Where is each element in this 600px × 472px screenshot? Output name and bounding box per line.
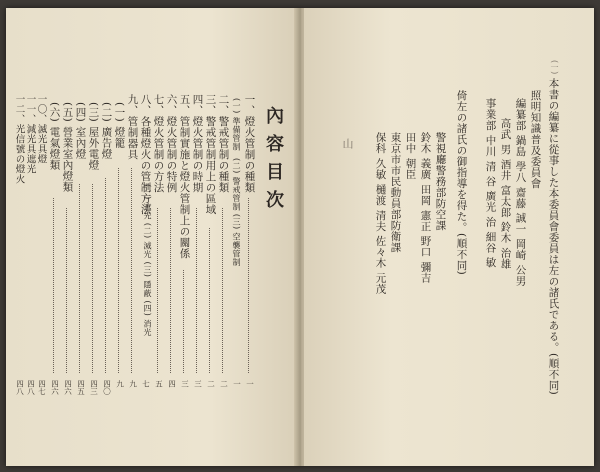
toc-page-number: 四 xyxy=(167,380,177,388)
toc-entry: 一二、光信號の燈火 xyxy=(13,94,25,184)
leader-dots xyxy=(157,208,158,373)
toc-page-number: 九 xyxy=(115,380,125,388)
cooperation-label: 警視廳警務部防空課 xyxy=(434,132,447,231)
leader-dots xyxy=(196,208,197,373)
toc-entry: (二) 廣告燈 xyxy=(100,102,113,160)
committee-label: 照明知識普及委員會 xyxy=(529,90,542,189)
toc-entry: (三) 屋外電燈 xyxy=(87,102,100,171)
leader-dots xyxy=(118,168,119,373)
open-book xyxy=(6,8,594,466)
toc-entry: (五) 營業室內燈類 xyxy=(61,102,74,193)
leader-dots xyxy=(92,184,93,373)
thanks-box xyxy=(452,88,470,250)
toc-page-number: 四五 xyxy=(76,380,86,395)
page-mark: (一) xyxy=(550,60,559,75)
toc-page-number: 四三 xyxy=(89,380,99,395)
right-page-credits xyxy=(304,8,594,466)
toc-entry: 二、警戒管制の種類 xyxy=(217,94,230,193)
leader-dots xyxy=(248,198,249,373)
toc-page-number: 四六 xyxy=(50,380,60,395)
toc-entry: (六) 電氣燈類 xyxy=(48,102,61,171)
toc-entry: 三、警戒管制用上の區域 xyxy=(204,94,217,215)
toc-entry: (四) 室內燈 xyxy=(74,102,87,160)
toc-heading: 內容目次 xyxy=(263,106,284,218)
toc-page-number: 七 xyxy=(141,380,151,388)
toc-page-number: 四七 xyxy=(37,380,47,395)
toc-entry: 五、管制實施と燈火管制上の關係 xyxy=(178,94,191,259)
toc-page-number: 二 xyxy=(219,380,229,388)
toc-entry: 八、各種燈火の管制方法 xyxy=(139,94,152,215)
intro-text: 本書の編纂に從事した本委員會委員は左の諸氏である。(順不同) xyxy=(547,78,560,396)
toc-entry: 一〇、滅光具燈 xyxy=(35,94,47,164)
leader-dots xyxy=(222,208,223,373)
toc-entry-note: (二) 警戒管制 (三) 空襲管制 xyxy=(232,158,241,267)
leader-dots xyxy=(105,178,106,373)
toc-entry: 六、燈火管制の特例 xyxy=(165,94,178,193)
leader-dots xyxy=(66,208,67,373)
coop-row: 鈴木 義廣 田岡 憲正 野口 彌吉 xyxy=(419,132,432,284)
leader-dots xyxy=(53,198,54,373)
toc-page-number: 三 xyxy=(180,380,190,388)
member-row: 高武 男 酒井 富太郎 鈴木 治雄 xyxy=(499,118,512,270)
toc-entry: 一一、減光具遮光 xyxy=(24,94,36,174)
toc-page-number: 二 xyxy=(206,380,216,388)
stamp-mark: 山 xyxy=(341,138,354,149)
toc-page-number: 三 xyxy=(193,380,203,388)
left-page-toc xyxy=(6,8,298,466)
toc-page-number: 五 xyxy=(154,380,164,388)
member-row: 事業部 中川 清 谷 廣光 治 細谷 敏 xyxy=(484,98,497,268)
bureau-label: 東京市市民動員部防衛課 xyxy=(389,132,402,253)
toc-entry: 九、管制器具 xyxy=(126,94,139,160)
leader-dots xyxy=(131,168,132,373)
toc-page-number: 一 xyxy=(245,380,255,388)
toc-page-number: 四八 xyxy=(15,380,25,395)
leader-dots xyxy=(170,208,171,373)
leader-dots xyxy=(183,270,184,373)
toc-entry: 四、燈火管制の時期 xyxy=(191,94,204,193)
toc-entry: (一) 準備管制 xyxy=(232,98,241,151)
thanks-text: 倚左の諸氏の御指導を得た。(順不同) xyxy=(455,90,468,276)
member-row: 編纂部 鍋島 學八 齋藤 誠一 岡崎 公男 xyxy=(514,98,527,287)
toc-page-number: 四六 xyxy=(63,380,73,395)
leader-dots xyxy=(79,184,80,373)
toc-entry: 一、燈火管制の種類 xyxy=(243,94,256,193)
coop-row: 田中 朝臣 xyxy=(404,132,417,180)
toc-page-number: 四〇 xyxy=(102,380,112,395)
leader-dots xyxy=(209,228,210,373)
toc-entry: 七、燈火管制の方法 xyxy=(152,94,165,193)
toc-page-number: 四八 xyxy=(26,380,36,395)
toc-entry: (一) 燈籠 xyxy=(113,102,126,149)
toc-entry-note: (一) 遮光 (二) 滅光 (三) 隱蔽 (四) 消光 xyxy=(143,184,152,337)
toc-page-number: 一 xyxy=(232,380,242,388)
coop-row: 保科 久敏 樋渡 清夫 佐々木 元茂 xyxy=(374,132,387,295)
toc-page-number: 九 xyxy=(128,380,138,388)
